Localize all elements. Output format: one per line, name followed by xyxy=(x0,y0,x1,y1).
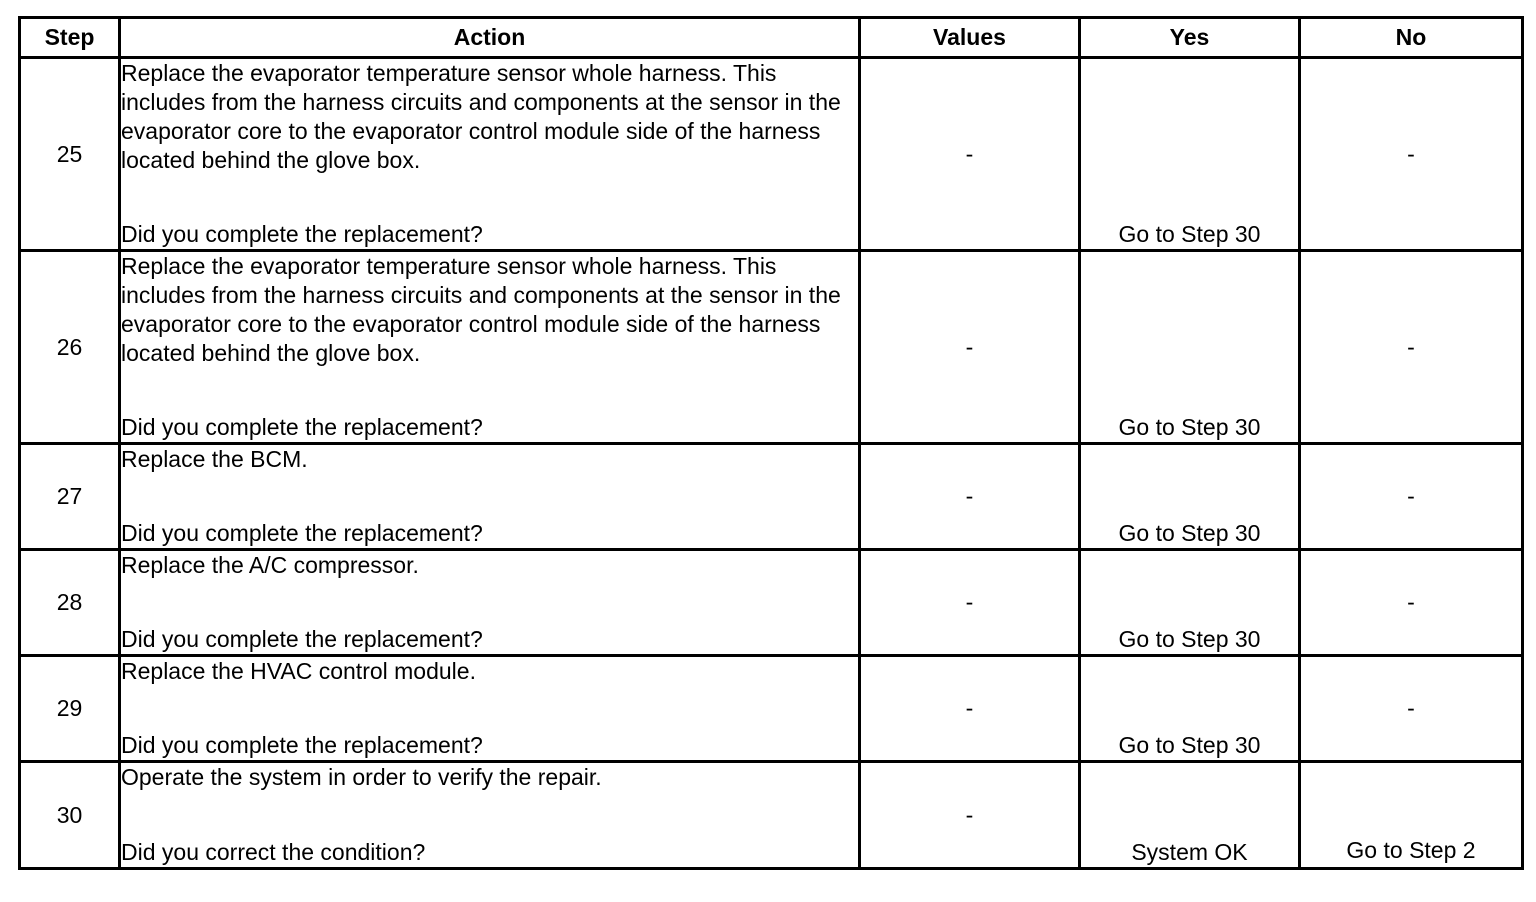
yes-cell: Go to Step 30 xyxy=(1080,58,1300,251)
yes-cell: Go to Step 30 xyxy=(1080,444,1300,550)
header-step: Step xyxy=(20,18,120,58)
action-question: Did you complete the replacement? xyxy=(121,414,483,440)
action-question: Did you complete the replacement? xyxy=(121,626,483,652)
yes-cell: System OK xyxy=(1080,762,1300,869)
table-row xyxy=(20,444,1523,550)
no-cell: Go to Step 2 xyxy=(1300,762,1523,869)
table-row xyxy=(20,762,1523,869)
step-number: 26 xyxy=(20,251,120,444)
action-instruction: Replace the A/C compressor. xyxy=(121,552,419,578)
no-cell: - xyxy=(1300,550,1523,656)
step-number: 28 xyxy=(20,550,120,656)
no-cell: - xyxy=(1300,251,1523,444)
table-row xyxy=(20,656,1523,762)
action-cell xyxy=(120,58,860,251)
no-cell: - xyxy=(1300,58,1523,251)
action-question: Did you complete the replacement? xyxy=(121,732,483,758)
step-number: 30 xyxy=(20,762,120,869)
action-instruction: Replace the evaporator temperature sensor whole harness. This includes from the harness circuits and components at the sensor in the evaporator core to the evaporator control module side of the harness located behind the glove box. xyxy=(121,60,841,173)
values-cell: - xyxy=(860,550,1080,656)
table-row xyxy=(20,251,1523,444)
yes-cell: Go to Step 30 xyxy=(1080,656,1300,762)
step-number: 25 xyxy=(20,58,120,251)
action-instruction: Replace the HVAC control module. xyxy=(121,658,476,684)
yes-cell: Go to Step 30 xyxy=(1080,550,1300,656)
values-cell: - xyxy=(860,58,1080,251)
values-cell: - xyxy=(860,656,1080,762)
header-row xyxy=(20,18,1523,58)
diagnostic-table xyxy=(18,16,1524,870)
action-instruction: Operate the system in order to verify the repair. xyxy=(121,764,602,790)
header-no: No xyxy=(1300,18,1523,58)
step-number: 27 xyxy=(20,444,120,550)
header-action: Action xyxy=(120,18,860,58)
no-cell: - xyxy=(1300,444,1523,550)
action-cell xyxy=(120,251,860,444)
table-row xyxy=(20,58,1523,251)
action-question: Did you correct the condition? xyxy=(121,839,426,865)
step-number: 29 xyxy=(20,656,120,762)
action-cell xyxy=(120,762,860,869)
values-cell: - xyxy=(860,251,1080,444)
action-cell xyxy=(120,550,860,656)
table-row xyxy=(20,550,1523,656)
yes-cell: Go to Step 30 xyxy=(1080,251,1300,444)
action-instruction: Replace the BCM. xyxy=(121,446,308,472)
values-cell: - xyxy=(860,444,1080,550)
header-yes: Yes xyxy=(1080,18,1300,58)
action-cell xyxy=(120,444,860,550)
action-question: Did you complete the replacement? xyxy=(121,520,483,546)
action-cell xyxy=(120,656,860,762)
no-cell: - xyxy=(1300,656,1523,762)
action-instruction: Replace the evaporator temperature sensor whole harness. This includes from the harness circuits and components at the sensor in the evaporator core to the evaporator control module side of the harness located behind the glove box. xyxy=(121,253,841,366)
values-cell: - xyxy=(860,762,1080,869)
action-question: Did you complete the replacement? xyxy=(121,221,483,247)
header-values: Values xyxy=(860,18,1080,58)
